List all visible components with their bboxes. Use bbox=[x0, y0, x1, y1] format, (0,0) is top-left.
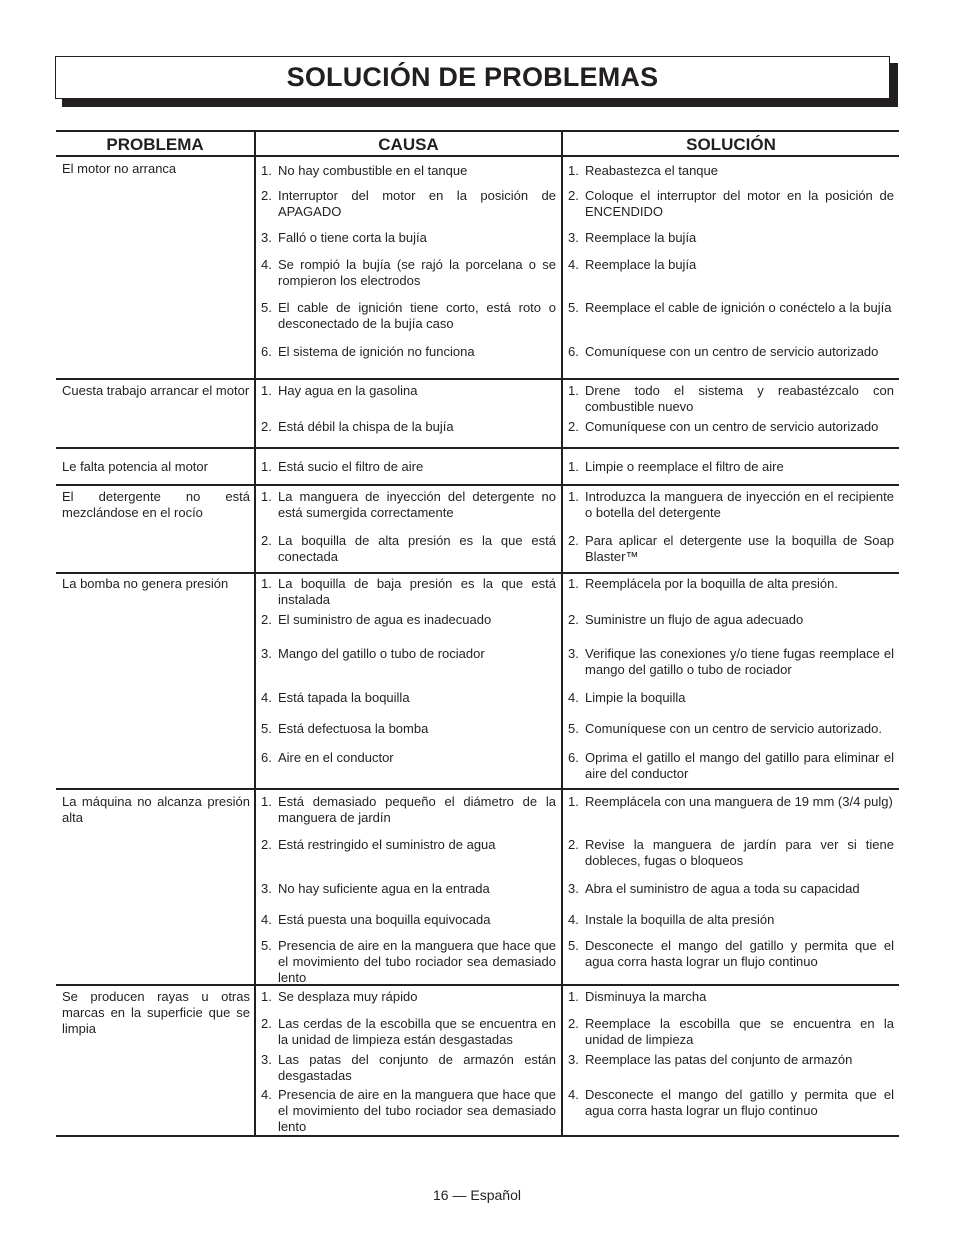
item-number: 3. bbox=[261, 646, 272, 661]
item-text: Reemplace el cable de ignición o conéctelo a la bujía bbox=[585, 300, 892, 315]
cause-item bbox=[261, 419, 556, 435]
solution-item bbox=[568, 1016, 894, 1048]
cause-item bbox=[261, 1016, 556, 1048]
item-text: Revise la manguera de jardín para ver si tiene dobleces, fugas o bloqueos bbox=[585, 837, 894, 868]
item-text: Las patas del conjunto de armazón están desgastadas bbox=[278, 1052, 556, 1083]
item-number: 2. bbox=[261, 1016, 272, 1031]
cause-item bbox=[261, 383, 556, 399]
solution-item bbox=[568, 721, 894, 737]
item-number: 5. bbox=[568, 721, 579, 736]
solution-item bbox=[568, 837, 894, 869]
troubleshooting-table bbox=[56, 130, 899, 1134]
cause-item bbox=[261, 300, 556, 332]
item-number: 1. bbox=[568, 794, 579, 809]
cause-item bbox=[261, 163, 556, 179]
cause-item bbox=[261, 794, 556, 826]
item-number: 1. bbox=[261, 989, 272, 1004]
item-text: Mango del gatillo o tubo de rociador bbox=[278, 646, 485, 661]
item-number: 3. bbox=[261, 1052, 272, 1067]
cause-item bbox=[261, 612, 556, 628]
item-number: 3. bbox=[261, 881, 272, 896]
item-text: Comuníquese con un centro de servicio autorizado. bbox=[585, 721, 883, 736]
solution-item bbox=[568, 690, 894, 706]
problem-text: Se producen rayas u otras marcas en la superficie que se limpia bbox=[62, 989, 250, 1036]
item-number: 4. bbox=[568, 690, 579, 705]
item-text: Disminuya la marcha bbox=[585, 989, 707, 1004]
item-number: 2. bbox=[568, 419, 579, 434]
item-number: 4. bbox=[568, 1087, 579, 1102]
solution-item bbox=[568, 576, 894, 592]
item-text: Presencia de aire en la manguera que hace que el movimiento del tubo rociador sea demasiado lento bbox=[278, 938, 556, 985]
item-number: 1. bbox=[261, 383, 272, 398]
item-text: Reemplace la bujía bbox=[585, 230, 697, 245]
cause-item bbox=[261, 1052, 556, 1084]
item-text: Está débil la chispa de la bujía bbox=[278, 419, 454, 434]
item-text: Falló o tiene corta la bujía bbox=[278, 230, 427, 245]
item-text: Reemplace la bujía bbox=[585, 257, 697, 272]
cause-item bbox=[261, 257, 556, 289]
item-number: 4. bbox=[568, 257, 579, 272]
item-text: Interruptor del motor en la posición de APAGADO bbox=[278, 188, 556, 219]
item-number: 1. bbox=[568, 163, 579, 178]
item-number: 5. bbox=[261, 938, 272, 953]
item-text: Suministre un flujo de agua adecuado bbox=[585, 612, 804, 627]
item-text: Para aplicar el detergente use la boquilla de Soap Blaster™ bbox=[585, 533, 894, 564]
cause-item bbox=[261, 646, 556, 662]
cause-item bbox=[261, 912, 556, 928]
item-text: Hay agua en la gasolina bbox=[278, 383, 418, 398]
problem-text: Cuesta trabajo arrancar el motor bbox=[62, 383, 250, 398]
item-number: 2. bbox=[261, 837, 272, 852]
solution-item bbox=[568, 912, 894, 928]
item-number: 1. bbox=[261, 489, 272, 504]
solution-item bbox=[568, 188, 894, 220]
item-number: 3. bbox=[568, 881, 579, 896]
item-text: Está demasiado pequeño el diámetro de la manguera de jardín bbox=[278, 794, 556, 825]
cause-item bbox=[261, 188, 556, 220]
solution-item bbox=[568, 257, 894, 273]
item-text: Reabastezca el tanque bbox=[585, 163, 718, 178]
cause-item bbox=[261, 721, 556, 737]
item-number: 1. bbox=[568, 576, 579, 591]
solution-item bbox=[568, 794, 894, 810]
table-header bbox=[56, 130, 899, 157]
item-text: Está puesta una boquilla equivocada bbox=[278, 912, 491, 927]
item-number: 1. bbox=[261, 794, 272, 809]
item-number: 4. bbox=[568, 912, 579, 927]
cause-item bbox=[261, 344, 556, 360]
item-text: Desconecte el mango del gatillo y permita que el agua corra hasta lograr un flujo continuo bbox=[585, 1087, 894, 1118]
cause-item bbox=[261, 489, 556, 521]
cause-item bbox=[261, 576, 556, 608]
problem-text: La máquina no alcanza presión alta bbox=[62, 794, 250, 825]
header-problema: PROBLEMA bbox=[106, 134, 204, 154]
item-number: 2. bbox=[568, 533, 579, 548]
cause-item bbox=[261, 533, 556, 565]
problem-text: Le falta potencia al motor bbox=[62, 459, 208, 474]
problem-text: El detergente no está mezclándose en el rocío bbox=[62, 489, 250, 520]
item-text: La manguera de inyección del detergente no está sumergida correctamente bbox=[278, 489, 556, 520]
solution-item bbox=[568, 163, 894, 179]
item-text: El suministro de agua es inadecuado bbox=[278, 612, 492, 627]
item-number: 1. bbox=[261, 163, 272, 178]
item-number: 6. bbox=[568, 344, 579, 359]
item-number: 2. bbox=[568, 1016, 579, 1031]
item-text: Está sucio el filtro de aire bbox=[278, 459, 424, 474]
item-text: Aire en el conductor bbox=[278, 750, 394, 765]
cause-item bbox=[261, 1087, 556, 1135]
solution-item bbox=[568, 533, 894, 565]
table-section bbox=[56, 380, 899, 449]
header-solucion: SOLUCIÓN bbox=[686, 134, 776, 154]
item-number: 1. bbox=[261, 459, 272, 474]
title-box bbox=[55, 56, 890, 99]
cause-item bbox=[261, 750, 556, 766]
item-number: 4. bbox=[261, 690, 272, 705]
item-text: Verifique las conexiones y/o tiene fugas reemplace el mango del gatillo o tubo de rociador bbox=[585, 646, 894, 677]
solution-item bbox=[568, 459, 894, 475]
solution-item bbox=[568, 1087, 894, 1119]
item-text: Se rompió la bujía (se rajó la porcelana o se rompieron los electrodos bbox=[278, 257, 556, 288]
cause-item bbox=[261, 881, 556, 897]
solution-item bbox=[568, 612, 894, 628]
solution-item bbox=[568, 881, 894, 897]
item-number: 3. bbox=[568, 646, 579, 661]
item-number: 2. bbox=[568, 188, 579, 203]
item-text: Abra el suministro de agua a toda su capacidad bbox=[585, 881, 860, 896]
item-text: Comuníquese con un centro de servicio autorizado bbox=[585, 344, 879, 359]
item-number: 1. bbox=[568, 383, 579, 398]
item-text: No hay combustible en el tanque bbox=[278, 163, 468, 178]
item-text: Oprima el gatillo el mango del gatillo para eliminar el aire del conductor bbox=[585, 750, 894, 781]
solution-item bbox=[568, 489, 894, 521]
item-number: 2. bbox=[261, 533, 272, 548]
item-text: La boquilla de baja presión es la que está instalada bbox=[278, 576, 556, 607]
cause-item bbox=[261, 938, 556, 986]
item-number: 4. bbox=[261, 257, 272, 272]
table-section bbox=[56, 986, 899, 1137]
page-title: SOLUCIÓN DE PROBLEMAS bbox=[286, 62, 659, 92]
item-number: 4. bbox=[261, 912, 272, 927]
item-number: 2. bbox=[261, 188, 272, 203]
item-text: Está tapada la boquilla bbox=[278, 690, 410, 705]
header-causa: CAUSA bbox=[378, 134, 439, 154]
item-text: Reemplácela con una manguera de 19 mm (3/4 pulg) bbox=[585, 794, 893, 809]
solution-item bbox=[568, 1052, 894, 1068]
cause-item bbox=[261, 989, 556, 1005]
item-number: 2. bbox=[261, 419, 272, 434]
item-number: 5. bbox=[261, 300, 272, 315]
item-number: 6. bbox=[261, 344, 272, 359]
item-number: 5. bbox=[568, 938, 579, 953]
solution-item bbox=[568, 938, 894, 970]
solution-item bbox=[568, 344, 894, 360]
item-text: El cable de ignición tiene corto, está roto o desconectado de la bujía caso bbox=[278, 300, 556, 331]
item-text: Drene todo el sistema y reabastézcalo con combustible nuevo bbox=[585, 383, 894, 414]
cause-item bbox=[261, 690, 556, 706]
item-number: 2. bbox=[568, 612, 579, 627]
item-number: 3. bbox=[568, 230, 579, 245]
item-text: Reemplace las patas del conjunto de armazón bbox=[585, 1052, 853, 1067]
item-text: La boquilla de alta presión es la que está conectada bbox=[278, 533, 556, 564]
item-text: Coloque el interruptor del motor en la posición de ENCENDIDO bbox=[585, 188, 894, 219]
item-text: Presencia de aire en la manguera que hace que el movimiento del tubo rociador sea demasiado lento bbox=[278, 1087, 556, 1134]
item-number: 5. bbox=[568, 300, 579, 315]
item-text: No hay suficiente agua en la entrada bbox=[278, 881, 490, 896]
cause-item bbox=[261, 837, 556, 853]
cause-item bbox=[261, 459, 556, 475]
item-number: 5. bbox=[261, 721, 272, 736]
solution-item bbox=[568, 419, 894, 435]
table-section bbox=[56, 486, 899, 574]
item-number: 3. bbox=[261, 230, 272, 245]
solution-item bbox=[568, 383, 894, 415]
item-text: Está restringido el suministro de agua bbox=[278, 837, 496, 852]
item-number: 6. bbox=[568, 750, 579, 765]
item-text: Limpie o reemplace el filtro de aire bbox=[585, 459, 784, 474]
item-number: 6. bbox=[261, 750, 272, 765]
item-text: Reemplácela por la boquilla de alta presión. bbox=[585, 576, 838, 591]
table-section bbox=[56, 157, 899, 380]
solution-item bbox=[568, 646, 894, 678]
item-number: 2. bbox=[261, 612, 272, 627]
page-footer: 16 — Español bbox=[433, 1187, 521, 1203]
item-text: Desconecte el mango del gatillo y permita que el agua corra hasta lograr un flujo continuo bbox=[585, 938, 894, 969]
item-text: Reemplace la escobilla que se encuentra en la unidad de limpieza bbox=[585, 1016, 894, 1047]
solution-item bbox=[568, 230, 894, 246]
solution-item bbox=[568, 750, 894, 782]
item-text: Instale la boquilla de alta presión bbox=[585, 912, 775, 927]
table-section bbox=[56, 790, 899, 986]
item-number: 1. bbox=[568, 989, 579, 1004]
cause-item bbox=[261, 230, 556, 246]
item-number: 4. bbox=[261, 1087, 272, 1102]
table-section bbox=[56, 574, 899, 790]
item-text: Comuníquese con un centro de servicio autorizado bbox=[585, 419, 879, 434]
item-number: 3. bbox=[568, 1052, 579, 1067]
item-text: Se desplaza muy rápido bbox=[278, 989, 418, 1004]
problem-text: La bomba no genera presión bbox=[62, 576, 229, 591]
item-number: 1. bbox=[568, 459, 579, 474]
item-number: 1. bbox=[568, 489, 579, 504]
item-text: Limpie la boquilla bbox=[585, 690, 686, 705]
item-text: El sistema de ignición no funciona bbox=[278, 344, 475, 359]
table-section bbox=[56, 449, 899, 486]
item-text: Introduzca la manguera de inyección en el recipiente o botella del detergente bbox=[585, 489, 894, 520]
problem-text: El motor no arranca bbox=[62, 161, 177, 176]
item-text: Está defectuosa la bomba bbox=[278, 721, 429, 736]
item-number: 1. bbox=[261, 576, 272, 591]
solution-item bbox=[568, 300, 894, 316]
item-text: Las cerdas de la escobilla que se encuentra en la unidad de limpieza están desgastadas bbox=[278, 1016, 556, 1047]
solution-item bbox=[568, 989, 894, 1005]
item-number: 2. bbox=[568, 837, 579, 852]
